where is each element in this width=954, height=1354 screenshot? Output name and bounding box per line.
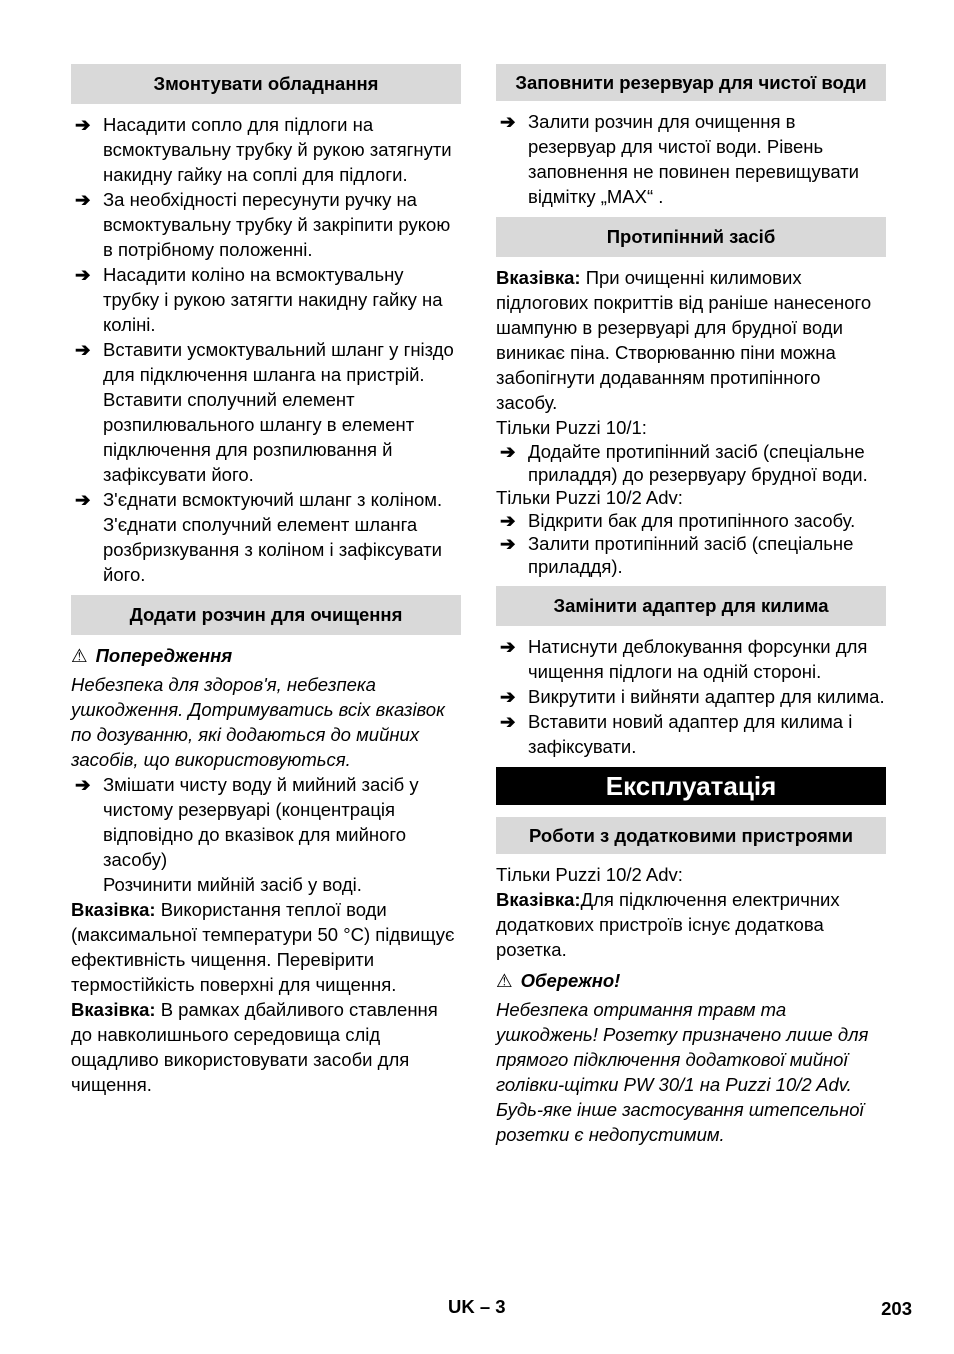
arrow-icon: ➔ bbox=[500, 686, 516, 707]
note-paragraph: Вказівка:Для підключення електричних додаткових пристроїв існує додаткова розетка. bbox=[496, 889, 840, 960]
list-item: ➔ Насадити сопло для підлоги на всмоктувальну трубку й рукою затягнути накидну гайку на соплі для підлоги. bbox=[75, 114, 452, 185]
arrow-icon: ➔ bbox=[500, 711, 516, 732]
arrow-icon: ➔ bbox=[75, 489, 91, 510]
warning-triangle-icon: ⚠ bbox=[71, 645, 88, 666]
warning-triangle-icon: ⚠ bbox=[496, 970, 513, 991]
footer-language-page: UK – 3 bbox=[448, 1296, 506, 1317]
section-heading-accessories: Роботи з додатковими пристроями bbox=[496, 817, 886, 854]
arrow-icon: ➔ bbox=[500, 636, 516, 657]
section-heading-mount: Змонтувати обладнання bbox=[71, 64, 461, 104]
list-item: ➔ Вставити усмоктувальний шланг у гніздо для підключення шланга на пристрій. bbox=[75, 339, 454, 385]
list-continuation: Розчинити мийній засіб у воді. bbox=[103, 874, 362, 895]
page-number: 203 bbox=[881, 1298, 912, 1319]
section-heading-antifoam: Протипінний засіб bbox=[496, 217, 886, 257]
caution-text: Небезпека отримання травм та ушкоджень! Розетку призначено лише для прямого підключення додаткової мийної голівки-щітки PW 30/1 на Puzzi 10/2 Adv. Будь-яке інше застосування штепсельної розетки є недопустимим. bbox=[496, 999, 869, 1145]
section-heading-add-solution: Додати розчин для очищення bbox=[71, 595, 461, 635]
note-paragraph: Вказівка: В рамках дбайливого ставлення до навколишнього середовища слід ощадливо використовувати засоби для чищення. bbox=[71, 999, 438, 1095]
list-item: ➔ Відкрити бак для протипінного засобу. bbox=[500, 510, 856, 531]
caution-heading: ⚠ Обережно! bbox=[496, 970, 621, 991]
list-continuation: З'єднати сполучний елемент шланга розбризкування з коліном і зафіксувати його. bbox=[103, 514, 442, 585]
model-note: Тільки Puzzi 10/1: bbox=[496, 417, 647, 438]
chapter-title: Експлуатація bbox=[496, 767, 886, 805]
list-item: ➔ Вставити новий адаптер для килима і зафіксувати. bbox=[500, 711, 853, 757]
right-column bbox=[496, 64, 886, 1147]
list-item: ➔ Залити протипінний засіб (спеціальне приладдя). bbox=[500, 533, 854, 577]
note-paragraph: Вказівка: Використання теплої води (максимальної температури 50 °C) підвищує ефективність чищення. Перевірити термостійкість поверхні для чищення. bbox=[71, 899, 455, 995]
note-paragraph: Вказівка: При очищенні килимових підлогових покриттів від раніше нанесеного шампуню в резервуарі для брудної води виникає піна. Створюванню піни можна забопігнути додаванням протипінного засобу. bbox=[496, 267, 872, 413]
arrow-icon: ➔ bbox=[500, 533, 516, 554]
list-item: ➔ Викрутити і вийняти адаптер для килима. bbox=[500, 686, 885, 707]
list-item: ➔ З'єднати всмоктуючий шланг з коліном. bbox=[75, 489, 443, 510]
arrow-icon: ➔ bbox=[500, 441, 516, 462]
warning-text: Небезпека для здоров'я, небезпека ушкодження. Дотримуватись всіх вказівок по дозуванню, які додаються до мийних засобів, що використовуються. bbox=[71, 674, 445, 770]
list-item: ➔ За необхідності пересунути ручку на всмоктувальну трубку й закріпити рукою в потрібному положенні. bbox=[75, 189, 451, 260]
list-continuation: Вставити сполучний елемент розпилювального шлангу в елемент підключення для розпилювання й зафіксувати його. bbox=[103, 389, 415, 485]
model-note: Тільки Puzzi 10/2 Adv: bbox=[496, 864, 683, 885]
arrow-icon: ➔ bbox=[75, 114, 91, 135]
arrow-icon: ➔ bbox=[500, 510, 516, 531]
list-item: ➔ Додайте протипінний засіб (спеціальне приладдя) до резервуару брудної води. bbox=[500, 441, 868, 485]
warning-heading: ⚠ Попередження bbox=[71, 645, 233, 666]
arrow-icon: ➔ bbox=[75, 264, 91, 285]
arrow-icon: ➔ bbox=[75, 189, 91, 210]
section-heading-fill-tank: Заповнити резервуар для чистої води bbox=[496, 64, 886, 101]
arrow-icon: ➔ bbox=[75, 774, 91, 795]
list-item: ➔ Насадити коліно на всмоктувальну трубку і рукою затягти накидну гайку на коліні. bbox=[75, 264, 443, 335]
left-column bbox=[71, 64, 461, 1097]
list-item: ➔ Натиснути деблокування форсунки для чищення підлоги на одній стороні. bbox=[500, 636, 868, 682]
arrow-icon: ➔ bbox=[500, 111, 516, 132]
arrow-icon: ➔ bbox=[75, 339, 91, 360]
list-item: ➔ Залити розчин для очищення в резервуар для чистої води. Рівень заповнення не повинен перевищувати відмітку „MAX“ . bbox=[500, 111, 860, 207]
list-item: ➔ Змішати чисту воду й мийний засіб у чистому резервуарі (концентрація відповідно до вказівок для мийного засобу) bbox=[75, 774, 419, 870]
model-note: Тільки Puzzi 10/2 Adv: bbox=[496, 487, 683, 508]
section-heading-replace-adapter: Замінити адаптер для килима bbox=[496, 586, 886, 626]
